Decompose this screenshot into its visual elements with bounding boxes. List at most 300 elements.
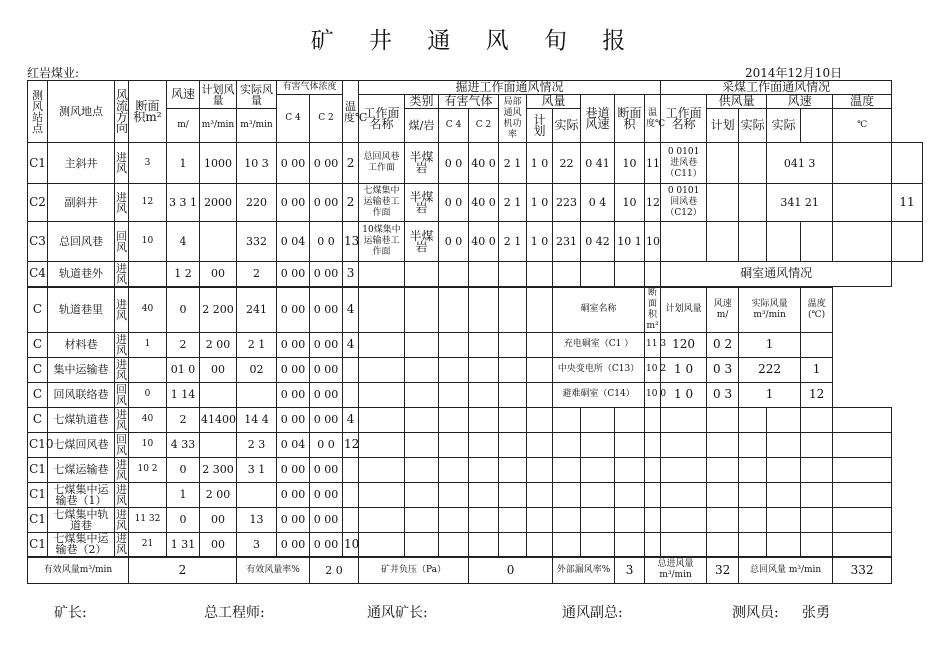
wind-speed: 1: [167, 482, 200, 507]
station-location: 副斜井: [48, 184, 115, 222]
drive-face-name: 总回风巷工作面: [359, 143, 405, 184]
drive-empty-cell: [359, 382, 405, 407]
summary-leak-label: 外部漏风率%: [553, 557, 615, 583]
page-title: 矿 井 通 风 旬 报: [310, 28, 640, 54]
drive-empty-cell: [469, 432, 499, 457]
drive-empty-cell: [581, 532, 615, 557]
drive-temperature: 10: [645, 222, 661, 262]
drive-empty-cell: [581, 457, 615, 482]
section-area: [129, 482, 167, 507]
drive-empty-cell: [499, 287, 527, 333]
drive-empty-cell: [439, 532, 469, 557]
drive-empty-cell: [527, 507, 553, 532]
drive-empty-cell: [527, 262, 553, 287]
station-location: 主斜井: [48, 143, 115, 184]
mining-empty-cell: [767, 407, 801, 432]
drive-fan-power: 2 1: [499, 222, 527, 262]
drive-empty-cell: [469, 457, 499, 482]
drive-empty-cell: [615, 432, 645, 457]
mining-empty-cell: [767, 532, 801, 557]
col-mining-supply: 供风量: [707, 95, 767, 109]
drive-gas-ch4: 0 0: [439, 184, 469, 222]
col-mining-speed: 风速: [767, 95, 833, 109]
actual-volume: 332: [237, 222, 277, 262]
chamber-section-title: 硐室通风情况: [661, 262, 892, 287]
chamber-temperature: [801, 332, 833, 357]
gas-co2: 0 00: [310, 532, 343, 557]
chamber-temperature: 12: [801, 382, 833, 407]
drive-face-name: 10煤集中运输巷工作面: [359, 222, 405, 262]
mining-empty-cell: [739, 482, 767, 507]
col-mining-speed-actual: 实际: [767, 109, 801, 143]
chamber-h-temp-label: 温度: [807, 298, 826, 309]
station-location: 总回风巷: [48, 222, 115, 262]
chamber-plan-volume: 1 0: [661, 382, 707, 407]
mining-empty-cell: [707, 507, 739, 532]
mining-actual-supply: [739, 143, 767, 184]
chamber-h-actual-label: 实际风量: [751, 298, 788, 309]
flow-direction: 回风: [116, 382, 127, 407]
summary-eff-volume-label: 有效风量m³/min: [28, 557, 129, 583]
chamber-h-plan: 计划风量: [661, 287, 707, 333]
col-speed-unit: m/: [167, 109, 200, 143]
mining-empty-cell: [661, 432, 707, 457]
drive-empty-cell: [469, 532, 499, 557]
mining-blank: [833, 143, 892, 184]
drive-wind-speed: 0 42: [581, 222, 615, 262]
flow-direction: 进风: [116, 507, 127, 532]
sig-mine-head: 矿长:: [54, 605, 87, 621]
gas-ch4: 0 00: [277, 507, 310, 532]
section-area: 10: [129, 222, 167, 262]
drive-fan-power: 2 1: [499, 143, 527, 184]
gas-co2: 0 00: [310, 457, 343, 482]
mine-name: 红岩煤业:: [27, 66, 80, 80]
drive-empty-cell: [359, 262, 405, 287]
wind-speed: 1 14: [167, 382, 200, 407]
drive-empty-cell: [439, 287, 469, 333]
station-id: C1: [28, 457, 48, 482]
drive-empty-cell: [469, 262, 499, 287]
mining-empty-cell: [739, 222, 767, 262]
drive-empty-cell: [469, 332, 499, 357]
sig-surveyor: 测风员:: [732, 605, 779, 621]
col-drive-fan: 局部通风机功率: [499, 95, 527, 143]
col-plan: 计划风量: [201, 82, 235, 107]
table-row: [28, 407, 923, 432]
mining-section-title: 采煤工作面通风情况: [661, 81, 892, 95]
mining-empty-cell: [739, 407, 767, 432]
mining-empty-cell: [661, 482, 707, 507]
drive-empty-cell: [615, 262, 645, 287]
drive-empty-cell: [439, 262, 469, 287]
drive-empty-cell: [359, 457, 405, 482]
mining-empty-cell: [661, 222, 707, 262]
summary-row: [28, 557, 923, 583]
col-drive-temp: 温度℃: [645, 95, 661, 143]
temperature: 4: [343, 332, 359, 357]
chamber-wind-speed: 0 2: [707, 332, 739, 357]
summary-neg-pressure: 0: [469, 557, 553, 583]
flow-direction: 进风: [116, 407, 127, 432]
temperature: 4: [343, 287, 359, 333]
drive-empty-cell: [405, 382, 439, 407]
station-id: C: [28, 287, 48, 333]
section-area: 40: [129, 407, 167, 432]
flow-direction: 回风: [116, 432, 127, 457]
temperature: 4: [343, 407, 359, 432]
col-drive-gas-c2: C 2: [469, 109, 499, 143]
wind-speed: 4 33: [167, 432, 200, 457]
drive-empty-cell: [527, 457, 553, 482]
gas-ch4: 0 00: [277, 143, 310, 184]
section-area: 21: [129, 532, 167, 557]
station-location: 七煤集中运输巷（1）: [48, 482, 115, 507]
gas-co2: 0 00: [310, 382, 343, 407]
chamber-actual-volume: 1: [739, 382, 801, 407]
station-id: C1: [28, 532, 48, 557]
drive-type: 半煤岩: [405, 222, 439, 262]
planned-volume: 41400: [200, 407, 237, 432]
planned-volume: [200, 382, 237, 407]
drive-actual-volume: 223: [553, 184, 581, 222]
drive-empty-cell: [615, 457, 645, 482]
planned-volume: 00: [200, 532, 237, 557]
gas-ch4: 0 00: [277, 332, 310, 357]
drive-empty-cell: [645, 262, 661, 287]
gas-co2: 0 00: [310, 482, 343, 507]
col-drive-vol-plan: 计划: [527, 109, 553, 143]
drive-empty-cell: [359, 432, 405, 457]
mining-empty-cell: [767, 457, 801, 482]
mining-empty-cell: [801, 222, 833, 262]
drive-empty-cell: [645, 482, 661, 507]
col-drive-gas-c4: C 4: [439, 109, 469, 143]
chamber-actual-volume: 222: [739, 357, 801, 382]
drive-empty-cell: [527, 407, 553, 432]
mining-actual-supply: [739, 184, 767, 222]
col-drive-type: 类别: [405, 95, 439, 109]
mining-empty-cell: [707, 457, 739, 482]
actual-volume: 2 3: [237, 432, 277, 457]
planned-volume: 2000: [200, 184, 237, 222]
mining-empty-cell: [739, 457, 767, 482]
drive-empty-cell: [469, 357, 499, 382]
drive-empty-cell: [527, 287, 553, 333]
drive-empty-cell: [645, 457, 661, 482]
planned-volume: [200, 432, 237, 457]
wind-speed: 1 31: [167, 532, 200, 557]
flow-direction: 进风: [116, 332, 127, 357]
temperature: 2: [343, 143, 359, 184]
section-area: 12: [129, 184, 167, 222]
chamber-plan-volume: 1 0: [661, 357, 707, 382]
drive-empty-cell: [527, 382, 553, 407]
drive-empty-cell: [405, 507, 439, 532]
drive-empty-cell: [359, 532, 405, 557]
summary-leak: 3: [615, 557, 645, 583]
mining-empty-cell: [767, 482, 801, 507]
ventilation-table: [27, 80, 923, 584]
gas-ch4: 0 00: [277, 482, 310, 507]
drive-empty-cell: [469, 287, 499, 333]
actual-volume: 10 3: [237, 143, 277, 184]
section-area: 0: [129, 382, 167, 407]
gas-co2: 0 00: [310, 184, 343, 222]
col-gas-c2: C 2: [310, 95, 343, 143]
station-id: C: [28, 382, 48, 407]
actual-volume: 2 1: [237, 332, 277, 357]
drive-empty-cell: [553, 532, 581, 557]
drive-temperature: 12: [645, 184, 661, 222]
drive-gas-co2: 40 0: [469, 143, 499, 184]
gas-ch4: 0 00: [277, 357, 310, 382]
drive-empty-cell: [645, 507, 661, 532]
table-row: [28, 184, 923, 222]
drive-empty-cell: [405, 407, 439, 432]
section-area: 10 2: [129, 457, 167, 482]
section-area: [129, 262, 167, 287]
mining-blank: [833, 184, 892, 222]
drive-empty-cell: [359, 357, 405, 382]
planned-volume: 00: [200, 262, 237, 287]
mining-empty-cell: [661, 407, 707, 432]
drive-empty-cell: [581, 262, 615, 287]
flow-direction: 回风: [115, 222, 129, 262]
gas-co2: 0 00: [310, 507, 343, 532]
table-body: [28, 81, 923, 584]
drive-empty-cell: [439, 407, 469, 432]
mining-empty-cell: [833, 407, 892, 432]
drive-empty-cell: [469, 407, 499, 432]
mining-empty-cell: [801, 457, 833, 482]
drive-empty-cell: [405, 457, 439, 482]
drive-plan-volume: 1 0: [527, 184, 553, 222]
col-drive-vol: 风量: [527, 95, 581, 109]
col-actual-unit: m³/min: [237, 109, 277, 143]
wind-speed: 0: [167, 507, 200, 532]
drive-empty-cell: [615, 482, 645, 507]
drive-wind-speed: 0 4: [581, 184, 615, 222]
drive-empty-cell: [499, 407, 527, 432]
table-row: [28, 222, 923, 262]
wind-speed: 2: [167, 332, 200, 357]
drive-empty-cell: [499, 332, 527, 357]
table-row: [28, 262, 923, 287]
chamber-h-name: 硐室名称: [553, 287, 645, 333]
mining-empty-cell: [661, 507, 707, 532]
flow-direction: 进风: [115, 143, 129, 184]
chamber-area: 11 3: [645, 332, 661, 357]
summary-eff-volume: 2: [129, 557, 237, 583]
drive-empty-cell: [469, 382, 499, 407]
chamber-h-speed-label: 风速: [713, 298, 732, 309]
chamber-name: 避难硐室（C14）: [553, 382, 645, 407]
col-temp: 温度℃: [343, 81, 359, 143]
section-area: [129, 357, 167, 382]
drive-section-area: 10: [615, 143, 645, 184]
drive-type: 半煤岩: [405, 143, 439, 184]
table-row: [28, 357, 923, 382]
mining-empty-cell: [707, 407, 739, 432]
station-location: 七煤轨道巷: [48, 407, 115, 432]
mining-empty-cell: [833, 507, 892, 532]
drive-section-title: 掘进工作面通风情况: [359, 81, 661, 95]
drive-empty-cell: [499, 532, 527, 557]
station-location: 集中运输巷: [48, 357, 115, 382]
mining-empty-cell: [801, 482, 833, 507]
gas-co2: 0 0: [310, 222, 343, 262]
drive-gas-ch4: 0 0: [439, 143, 469, 184]
gas-co2: 0 00: [310, 357, 343, 382]
col-drive-vol-actual: 实际: [553, 109, 581, 143]
sig-vent-deputy: 通风副总:: [562, 605, 623, 621]
temperature: 2: [343, 184, 359, 222]
sig-surveyor-name: 张勇: [802, 605, 830, 621]
gas-ch4: 0 00: [277, 457, 310, 482]
chamber-temperature: 1: [801, 357, 833, 382]
flow-direction: 进风: [116, 457, 127, 482]
chamber-actual-volume: 1: [739, 332, 801, 357]
col-flow-dir: 风流方向: [115, 81, 129, 143]
station-location: 回风联络巷: [48, 382, 115, 407]
wind-speed: 4: [167, 222, 200, 262]
table-row: [28, 532, 923, 557]
actual-volume: [237, 482, 277, 507]
mining-empty-cell: [801, 507, 833, 532]
col-station: 测风站点: [28, 81, 48, 143]
mining-empty-cell: [767, 507, 801, 532]
drive-empty-cell: [439, 332, 469, 357]
section-area: 1: [129, 332, 167, 357]
temperature: [343, 382, 359, 407]
drive-fan-power: 2 1: [499, 184, 527, 222]
mining-empty-cell: [739, 507, 767, 532]
mining-face-name: 0 0101 回风巷（C12）: [661, 184, 707, 222]
summary-total-in: 32: [707, 557, 739, 583]
mining-empty-cell: [739, 432, 767, 457]
mining-temperature: [892, 143, 923, 184]
wind-speed: 0: [167, 457, 200, 482]
station-location: 七煤集中轨道巷: [48, 507, 115, 532]
drive-empty-cell: [405, 287, 439, 333]
mining-empty-cell: [739, 532, 767, 557]
temperature: 10: [343, 532, 359, 557]
col-drive-area: 断面积: [615, 95, 645, 143]
chamber-h-speed: [707, 287, 739, 333]
station-id: C1: [28, 482, 48, 507]
mining-empty-cell: [801, 432, 833, 457]
drive-empty-cell: [581, 482, 615, 507]
gas-ch4: 0 04: [277, 432, 310, 457]
summary-eff-rate-label: 有效风量率%: [237, 557, 310, 583]
drive-empty-cell: [405, 482, 439, 507]
mining-wind-speed: 341 21: [767, 184, 833, 222]
gas-ch4: 0 00: [277, 262, 310, 287]
mining-plan-supply: [707, 184, 739, 222]
drive-type: 半煤岩: [405, 184, 439, 222]
sig-chief-engineer: 总工程师:: [204, 605, 265, 621]
chamber-h-area: [645, 287, 661, 333]
mining-empty-cell: [707, 482, 739, 507]
planned-volume: 00: [200, 357, 237, 382]
drive-empty-cell: [527, 357, 553, 382]
flow-direction: 进风: [116, 482, 127, 507]
summary-total-in-label: 总进风量m³/min: [645, 557, 707, 583]
actual-volume: 220: [237, 184, 277, 222]
gas-co2: 0 00: [310, 332, 343, 357]
drive-empty-cell: [553, 457, 581, 482]
actual-volume: 241: [237, 287, 277, 333]
mining-wind-speed: 041 3: [767, 143, 833, 184]
drive-empty-cell: [581, 407, 615, 432]
wind-speed: 3 3 1: [167, 184, 200, 222]
mining-empty-cell: [833, 532, 892, 557]
drive-empty-cell: [499, 357, 527, 382]
drive-empty-cell: [615, 407, 645, 432]
drive-empty-cell: [499, 382, 527, 407]
summary-eff-rate: 2 0: [310, 557, 359, 583]
mining-empty-cell: [801, 407, 833, 432]
drive-empty-cell: [499, 507, 527, 532]
gas-co2: 0 0: [310, 432, 343, 457]
drive-empty-cell: [439, 432, 469, 457]
drive-empty-cell: [439, 482, 469, 507]
summary-neg-pressure-label: 矿井负压（Pa）: [359, 557, 469, 583]
drive-section-area: 10 1: [615, 222, 645, 262]
drive-empty-cell: [405, 432, 439, 457]
drive-empty-cell: [553, 432, 581, 457]
actual-volume: 2: [237, 262, 277, 287]
drive-empty-cell: [405, 262, 439, 287]
temperature: 12: [343, 432, 359, 457]
chamber-name: 中央变电所（C13）: [553, 357, 645, 382]
section-area: 11 32: [129, 507, 167, 532]
drive-actual-volume: 231: [553, 222, 581, 262]
chamber-area: 10 0: [645, 382, 661, 407]
summary-total-out: 332: [833, 557, 892, 583]
temperature: [343, 357, 359, 382]
col-actual: 实际风量: [237, 81, 277, 109]
drive-empty-cell: [405, 532, 439, 557]
drive-face-name: 七煤集中运输巷工作面: [359, 184, 405, 222]
actual-volume: 13: [237, 507, 277, 532]
chamber-area: 10 2: [645, 357, 661, 382]
table-row: [28, 287, 923, 333]
planned-volume: 2 00: [200, 332, 237, 357]
table-row: [28, 432, 923, 457]
drive-empty-cell: [499, 262, 527, 287]
station-location: 七煤运输巷: [48, 457, 115, 482]
station-id: C10: [28, 432, 48, 457]
actual-volume: 3 1: [237, 457, 277, 482]
gas-co2: 0 00: [310, 143, 343, 184]
summary-total-out-label: 总回风量 m³/min: [739, 557, 833, 583]
drive-empty-cell: [499, 457, 527, 482]
col-mining-temp-unit: ℃: [833, 109, 892, 143]
drive-empty-cell: [553, 482, 581, 507]
chamber-plan-volume: 120: [661, 332, 707, 357]
col-drive-gas: 有害气体: [439, 95, 499, 109]
col-mining-plan: 计划: [707, 109, 739, 143]
chamber-wind-speed: 0 3: [707, 382, 739, 407]
mining-face-name: 0 0101 进风巷（C11）: [661, 143, 707, 184]
actual-volume: 02: [237, 357, 277, 382]
drive-plan-volume: 1 0: [527, 143, 553, 184]
temperature: [343, 457, 359, 482]
mining-empty-cell: [767, 432, 801, 457]
station-location: 材料巷: [48, 332, 115, 357]
